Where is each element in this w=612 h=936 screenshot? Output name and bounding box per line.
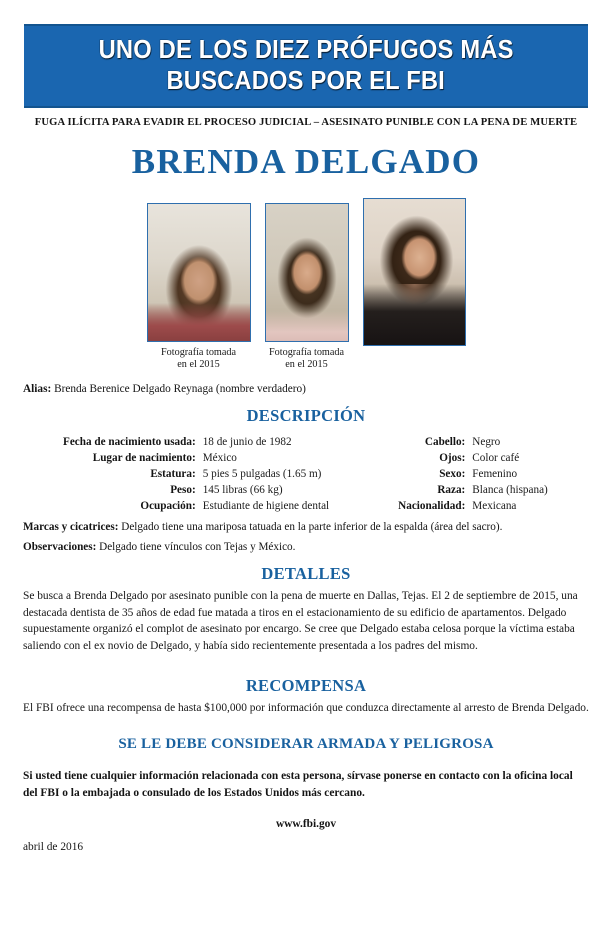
- desc-label-nationality: Nacionalidad:: [398, 499, 466, 512]
- reward-body-text: El FBI ofrece una recompensa de hasta $100,000 por información que conduzca directamente al arresto de Brenda Delgado.: [23, 702, 589, 714]
- photo-caption-2-line-1: Fotografía tomada: [269, 347, 344, 358]
- marks-and-scars-line: [23, 521, 589, 533]
- desc-label-birthplace: Lugar de nacimiento:: [92, 451, 196, 464]
- header-banner: [24, 24, 588, 108]
- description-table: [0, 435, 612, 515]
- desc-value-nationality: Mexicana: [472, 499, 517, 512]
- desc-value-dob: 18 de junio de 1982: [202, 436, 292, 448]
- photo-cell-2: [265, 203, 349, 372]
- poster-date: abril de 2016: [23, 841, 84, 853]
- photo-cell-1: [147, 203, 251, 372]
- photo-caption-1-line-1: Fotografía tomada: [161, 347, 236, 358]
- desc-value-eyes: Color café: [472, 451, 520, 464]
- banner-title-line-2: BUSCADOS POR EL FBI: [166, 66, 446, 95]
- description-column-left: [63, 435, 329, 515]
- alias-label: Alias:: [23, 383, 52, 395]
- subject-photo-3: [363, 198, 466, 346]
- photo-cell-3: [363, 203, 466, 346]
- subject-name: BRENDA DELGADO: [131, 142, 481, 181]
- desc-value-occupation: Estudiante de higiene dental: [202, 499, 330, 512]
- description-column-right: [398, 435, 548, 515]
- banner-title-line-1: UNO DE LOS DIEZ PRÓFUGOS MÁS: [98, 36, 514, 65]
- section-heading-recompensa: RECOMPENSA: [245, 676, 367, 695]
- photo-caption-1-line-2: en el 2015: [177, 359, 220, 371]
- observations-label: Observaciones:: [23, 541, 97, 553]
- photo-caption-1: [161, 347, 236, 372]
- section-heading-descripcion: DESCRIPCIÓN: [246, 406, 366, 425]
- observations-value: Delgado tiene vínculos con Tejas y México.: [99, 541, 296, 553]
- desc-value-race: Blanca (hispana): [472, 483, 548, 496]
- subject-photo-2: [265, 203, 349, 342]
- photo-caption-2: [269, 347, 344, 372]
- fbi-website-link[interactable]: www.fbi.gov: [275, 818, 337, 830]
- photo-caption-2-line-2: en el 2015: [285, 359, 328, 371]
- desc-value-sex: Femenino: [472, 467, 518, 480]
- desc-label-height: Estatura:: [150, 467, 196, 480]
- desc-value-hair: Negro: [472, 436, 501, 448]
- photo-strip: [0, 203, 612, 372]
- charge-line: FUGA ILÍCITA PARA EVADIR EL PROCESO JUDICIAL – ASESINATO PUNIBLE CON LA PENA DE MUERTE: [34, 117, 578, 128]
- desc-label-race: Raza:: [437, 483, 466, 496]
- subject-photo-1: [147, 203, 251, 342]
- desc-value-height: 5 pies 5 pulgadas (1.65 m): [202, 467, 322, 480]
- section-heading-armed-and-dangerous: SE LE DEBE CONSIDERAR ARMADA Y PELIGROSA: [118, 736, 494, 752]
- desc-label-weight: Peso:: [170, 483, 196, 496]
- desc-label-occupation: Ocupación:: [140, 499, 196, 512]
- desc-label-sex: Sexo:: [439, 467, 466, 480]
- desc-label-hair: Cabello:: [424, 436, 466, 448]
- desc-value-weight: 145 libras (66 kg): [202, 483, 283, 496]
- desc-value-birthplace: México: [202, 451, 237, 464]
- marks-value: Delgado tiene una mariposa tatuada en la parte inferior de la espalda (área del sacro).: [121, 521, 503, 533]
- section-heading-detalles: DETALLES: [261, 564, 351, 583]
- desc-label-dob: Fecha de nacimiento usada:: [63, 436, 196, 448]
- details-body-text: Se busca a Brenda Delgado por asesinato punible con la pena de muerte en Dallas, Tejas. El 2 de septiembre de 2015, una destacada dentista de 35 años de edad fue matada a tiros en el estacionamiento de su edificio de apartamentos. Delgado supuestamente organizó el complot de asesinato por encargo. Se cree que Delgado estaba celosa porque la víctima estaba saliendo con el ex novio de Delgado, y había sido recientemente presentada a los padres del mismo.: [23, 590, 578, 652]
- alias-line: [23, 383, 589, 395]
- alias-value: Brenda Berenice Delgado Reynaga (nombre verdadero): [54, 383, 306, 395]
- portrait-image-3: [364, 199, 465, 345]
- contact-instructions: Si usted tiene cualquier información relacionada con esta persona, sírvase ponerse en contacto con la oficina local del FBI o la embajada o consulado de los Estados Unidos más cercano.: [23, 770, 573, 799]
- portrait-image-1: [148, 204, 250, 341]
- desc-label-eyes: Ojos:: [439, 451, 466, 464]
- portrait-image-2: [266, 204, 348, 341]
- observations-line: [23, 541, 589, 553]
- marks-label: Marcas y cicatrices:: [23, 521, 119, 533]
